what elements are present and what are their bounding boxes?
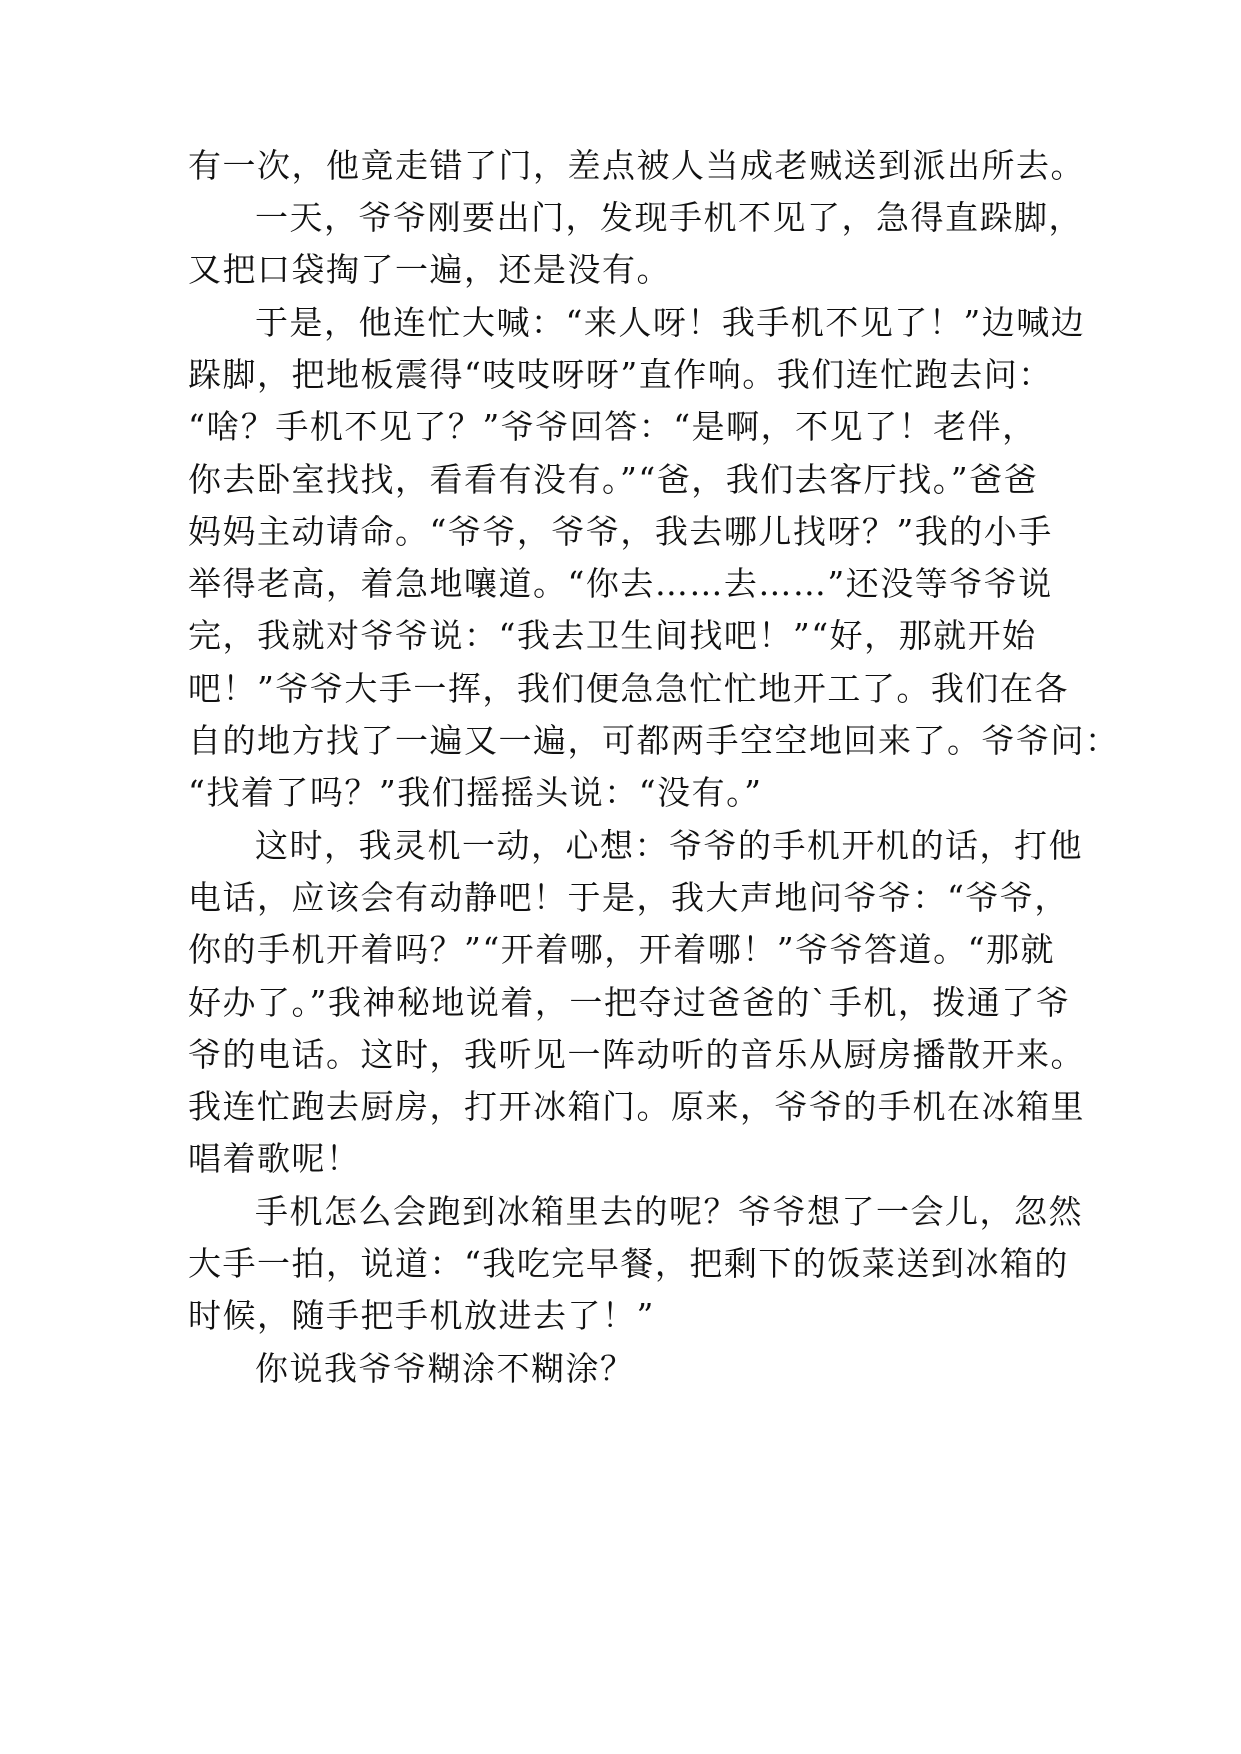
text-line: “啥？手机不见了？”爷爷回答：“是啊，不见了！老伴， — [188, 407, 1037, 446]
text-line: 时候，随手把手机放进去了！” — [188, 1296, 655, 1335]
text-line: 有一次，他竟走错了门，差点被人当成老贼送到派出所去。 — [188, 146, 1085, 185]
text-line: 举得老高，着急地嚷道。“你去……去……”还没等爷爷说 — [188, 564, 1053, 603]
text-line: 你说我爷爷糊涂不糊涂？ — [255, 1349, 635, 1388]
text-line: 又把口袋掏了一遍，还是没有。 — [188, 250, 671, 289]
text-line: 自的地方找了一遍又一遍，可都两手空空地回来了。爷爷问： — [188, 721, 1120, 760]
text-line: 你的手机开着吗？”“开着哪，开着哪！”爷爷答道。“那就 — [188, 930, 1055, 969]
text-line: 完，我就对爷爷说：“我去卫生间找吧！”“好，那就开始 — [188, 616, 1037, 655]
text-line: 吧！”爷爷大手一挥，我们便急急忙忙地开工了。我们在各 — [188, 669, 1069, 708]
text-line: 跺脚，把地板震得“吱吱呀呀”直作响。我们连忙跑去问： — [188, 355, 1053, 394]
text-line: 一天，爷爷刚要出门，发现手机不见了，急得直跺脚， — [255, 198, 1083, 237]
text-line: 于是，他连忙大喊：“来人呀！我手机不见了！”边喊边 — [255, 303, 1086, 342]
text-line: 好办了。”我神秘地说着，一把夺过爸爸的`手机，拨通了爷 — [188, 983, 1071, 1022]
text-line: 我连忙跑去厨房，打开冰箱门。原来，爷爷的手机在冰箱里 — [188, 1087, 1085, 1126]
text-line: 大手一拍，说道：“我吃完早餐，把剩下的饭菜送到冰箱的 — [188, 1244, 1069, 1283]
text-line: 电话，应该会有动静吧！于是，我大声地问爷爷：“爷爷， — [188, 878, 1069, 917]
text-line: 妈妈主动请命。“爷爷，爷爷，我去哪儿找呀？”我的小手 — [188, 512, 1053, 551]
text-line: “找着了吗？”我们摇摇头说：“没有。” — [188, 773, 763, 812]
text-line: 你去卧室找找，看看有没有。”“爸，我们去客厅找。”爸爸 — [188, 460, 1039, 499]
text-line: 这时，我灵机一动，心想：爷爷的手机开机的话，打他 — [255, 826, 1083, 865]
text-line: 唱着歌呢！ — [188, 1139, 361, 1178]
text-line: 爷的电话。这时，我听见一阵动听的音乐从厨房播散开来。 — [188, 1035, 1085, 1074]
text-line: 手机怎么会跑到冰箱里去的呢？爷爷想了一会儿，忽然 — [255, 1192, 1083, 1231]
